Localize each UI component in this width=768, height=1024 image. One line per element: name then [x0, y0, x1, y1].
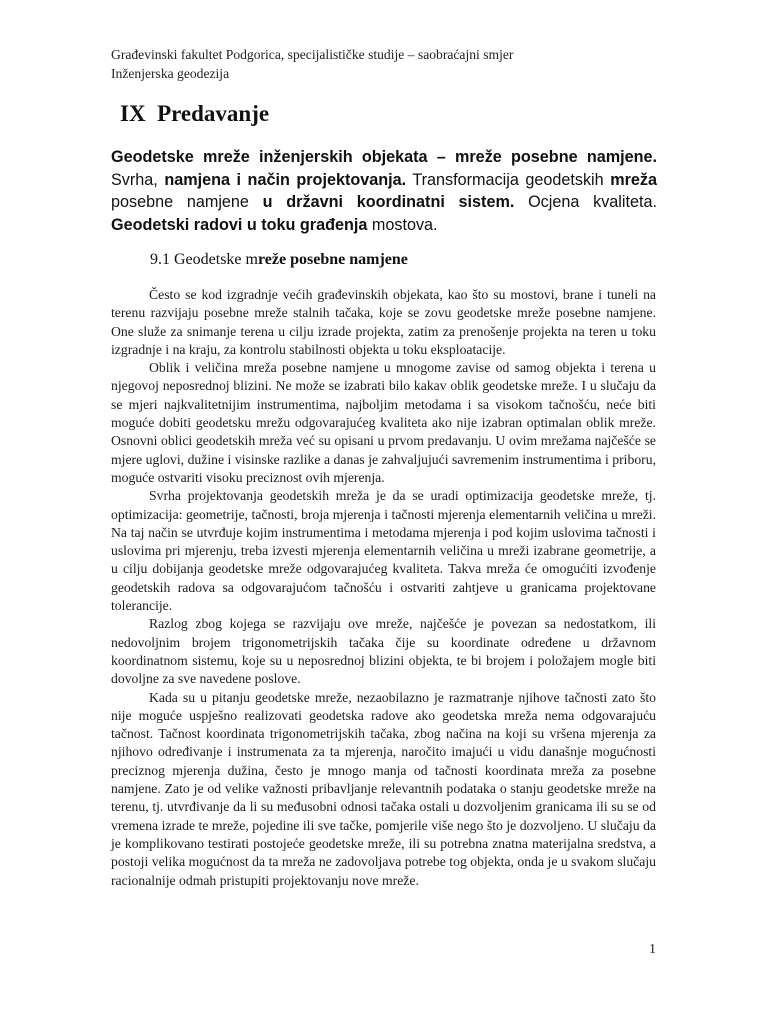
topic-segment: Svrha,: [111, 170, 158, 189]
body-paragraph: Svrha projektovanja geodetskih mreža je da se uradi optimizacija geodetske mreže, tj. optimizacija: geometrije, tačnosti, broja mjerenja i tačnosti mjerenja elementarnih veličina u mreži. Na taj način se utvrđuje kojim instrumentima i metodama mjerenja i pod kojim uslovima tačnosti i uslovima pri mjerenju, treba izvesti mjerenja elementarnih veličina u mreži izabrane geometrije, a u cilju dobijanja geodetske mreže odgovarajućeg kvaliteta. Takva mreža će omogućiti izvođenje geodetskih radova sa odgovarajućom tačnošću i ostvariti zahtjeve u granicama projektovane tolerancije.: [111, 488, 656, 614]
topic-segment: Geodetski radovi u toku građenja: [111, 215, 368, 234]
topic-segment: namjena i način projektovanja.: [164, 170, 407, 189]
section-body: [111, 286, 656, 890]
body-paragraph: Često se kod izgradnje većih građevinskih objekata, kao što su mostovi, brane i tuneli na terenu razvijaju posebne mreže stalnih tačaka, koje se zovu geodetske mreže posebne namjene. One služe za snimanje terena u cilju izrade projekta, zatim za prenošenje projekta na teren u toku izgradnje i na kraju, za kontrolu stabilnosti objekta u toku eksploatacije.: [111, 287, 656, 357]
topic-segment: posebne namjene: [111, 193, 249, 211]
topic-segment: mostova.: [371, 215, 438, 234]
section-heading-prefix: 9.1 Geodetske m: [150, 251, 258, 268]
section-heading: [150, 250, 408, 270]
header-course-line: Inženjerska geodezija: [111, 66, 230, 81]
body-paragraph: Oblik i veličina mreža posebne namjene u mnogome zavise od samog objekta i terena u njegovoj neposrednoj blizini. Ne može se izabrati bilo kakav oblik geodetske mreže. I u slučaju da se mjeri najkvalitetnijim instrumentima, najboljim metodama i sa visokom tačnošću, neće biti moguće dobiti geodetsku mrežu odgovarajućeg kvaliteta ako nije izabran optimalan oblik mreže. Osnovni oblici geodetskih mreža već su opisani u prvom predavanju. U ovim mrežama najčešće se mjere uglovi, dužine i visinske razlike a danas je zahvaljujući savremenim instrumentima i priboru, moguće ostvariti visoku preciznost ovih mjerenja.: [111, 360, 656, 485]
body-paragraph: Kada su u pitanju geodetske mreže, nezaobilazno je razmatranje njihove tačnosti zato što nije moguće uspješno realizovati geodetska radove ako geodetska mreža nema odgovarajuću tačnost. Tačnost koordinata trigonometrijskih tačaka, zbog načina na koji su vršena mjerenja za njihovo određivanje i instrumenata za ta mjerenja, naročito imajući u vidu današnje mogućnosti preciznog mjerenja dužina, često je mnogo manja od tačnosti koordinata mreža za posebne namjene. Zato je od velike važnosti pribavljanje relevantnih podataka o stanju geodetske mreže na terenu, tj. utvrđivanje da li su međusobni odnosi tačaka ostali u dozvoljenim granicama ili su se od vremena izrade te mreže, pojedine ili sve tačke, pomjerile više nego što je dozvoljeno. U slučaju da je komplikovano testirati postojeće geodetske mreže, ili su potrebna znatna materijalna sredstva, a postoji velika mogućnost da ta mreža ne zadovoljava potrebe tog objekta, onda je u svakom slučaju racionalnije odmah pristupiti projektovanju nove mreže.: [111, 689, 656, 888]
lecture-title: [120, 100, 269, 128]
topic-segment: Geodetske mreže inženjerskih objekata – mreže posebne namjene.: [111, 148, 657, 166]
body-paragraph: Razlog zbog kojega se razvijaju ove mreže, najčešće je povezan sa nedostatkom, ili nedovoljnim brojem trigonometrijskih tačaka čije su koordinate određene u državnom koordinatnom sistemu, koje su u neposrednoj blizini objekta, te bi brojem i položajem mogle biti dovoljne za sve navedene poslove.: [111, 616, 656, 687]
document-header: [111, 45, 671, 83]
lecture-number: IX: [120, 101, 146, 126]
lecture-label: Predavanje: [157, 101, 270, 126]
lecture-topics: [111, 146, 657, 236]
topic-segment: Ocjena kvaliteta.: [528, 193, 657, 211]
topic-segment: u državni koordinatni sistem.: [262, 193, 515, 211]
topic-segment: mreža: [610, 170, 657, 189]
header-faculty-line: Građevinski fakultet Podgorica, specijalističke studije – saobraćajni smjer: [111, 47, 514, 62]
page-number: 1: [649, 942, 656, 957]
section-heading-bold: reže posebne namjene: [257, 251, 408, 268]
topic-segment: Transformacija geodetskih: [412, 170, 604, 189]
